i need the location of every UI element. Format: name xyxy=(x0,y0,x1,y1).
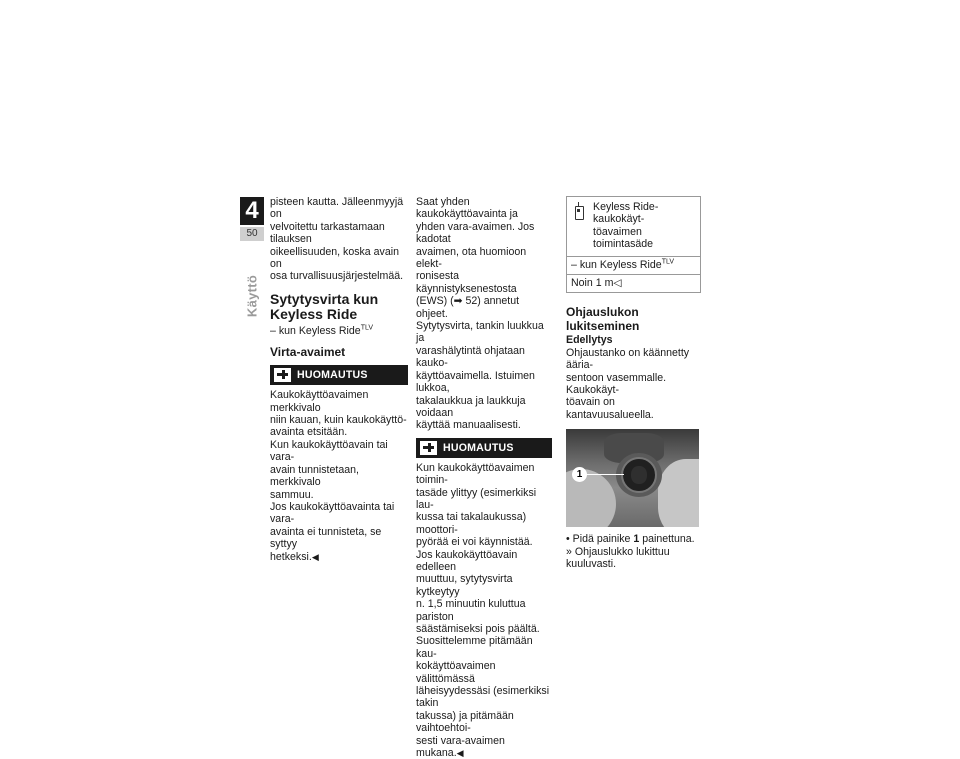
chapter-title-vertical xyxy=(238,276,266,316)
chapter-number: 4 xyxy=(240,197,264,225)
end-mark: ◀ xyxy=(456,748,464,759)
text-line: Kun kaukokäyttöavaimen toimin- xyxy=(416,461,535,487)
text-line: Suosittelemme pitämään kau- xyxy=(416,635,533,660)
text-line: osa turvallisuusjärjestelmää. xyxy=(270,270,404,283)
text-line: avainta ei tunnisteta, se syttyy xyxy=(270,525,382,551)
range-table-value: Noin 1 m◁ xyxy=(571,277,622,290)
intro-paragraph xyxy=(270,196,408,283)
ignition-button-photo xyxy=(566,429,699,527)
text-line: n. 1,5 minuutin kuluttua pariston xyxy=(416,598,526,623)
text-line: oikeellisuuden, koska avain on xyxy=(270,245,399,271)
text-line: sentoon vasemmalle. Kaukokäyt- xyxy=(566,371,667,397)
text-part: painettuna. xyxy=(639,533,695,546)
text-line: töavaimen toimintasäde xyxy=(593,225,654,251)
text-line: säästämiseksi pois päältä. xyxy=(416,623,540,635)
range-table xyxy=(566,196,701,293)
column-3 xyxy=(566,196,700,571)
text-line: kussa tai takalaukussa) moottori- xyxy=(416,511,527,536)
heading-line: Sytytysvirta kun xyxy=(270,290,379,307)
text-line: avaimen, ota huomioon elekt- xyxy=(416,245,527,271)
text-line: käyttöavaimella. Istuimen lukkoa, xyxy=(416,369,535,395)
text-line: sesti vara-avaimen mukana. xyxy=(416,734,505,759)
chapter-title: Käyttö xyxy=(244,274,260,318)
range-table-header xyxy=(567,197,700,257)
hand-pointing-icon xyxy=(274,368,291,382)
availability-sup: TLV xyxy=(360,324,374,332)
intro-paragraph xyxy=(416,196,552,432)
text-line: läheisyydessäsi (esimerkiksi takin xyxy=(416,685,550,710)
range-table-title xyxy=(587,201,696,251)
bullet: • xyxy=(566,533,570,546)
text-line: yhden vara-avaimen. Jos kadotat xyxy=(416,220,535,246)
text-line: Keyless Ride-kaukokäyt- xyxy=(593,201,659,226)
text-line: varashälytintä ohjataan kauko- xyxy=(416,344,525,370)
text-line: takalaukkua ja laukkuja voidaan xyxy=(416,394,526,419)
notice-label: HUOMAUTUS xyxy=(443,441,514,454)
text-line: sammuu. xyxy=(270,488,314,501)
section-heading: Ohjauslukon lukitseminen xyxy=(566,305,640,334)
condition-heading: Edellytys xyxy=(566,334,613,347)
text-line: Jos kaukokäyttöavainta tai vara- xyxy=(270,500,395,526)
availability-text: – kun Keyless Ride xyxy=(571,258,662,271)
text-line: niin kauan, kuin kaukokäyttö- xyxy=(270,414,407,427)
text-part: Pidä painike xyxy=(572,533,634,546)
availability-note xyxy=(270,325,408,337)
condition-text xyxy=(566,347,700,421)
hand-pointing-icon xyxy=(420,441,437,455)
text-line: takussa) ja pitämään vaihtoehtoi- xyxy=(416,709,514,735)
column-2 xyxy=(416,196,552,759)
text-line: muuttuu, sytytysvirta kytkeytyy xyxy=(416,573,513,598)
subheading: Virta-avaimet xyxy=(270,345,346,360)
notice-text xyxy=(270,389,408,563)
step-result: » Ohjauslukko lukittuu kuuluvasti. xyxy=(566,545,670,571)
notice-label: HUOMAUTUS xyxy=(297,369,368,382)
range-table-availability xyxy=(567,257,700,275)
text-line: Saat yhden kaukokäyttöavainta ja xyxy=(416,196,518,221)
text-line: velvoitettu tarkastamaan tilauksen xyxy=(270,220,385,246)
photo-callout: 1 xyxy=(572,467,587,482)
text-line: Ohjaustanko on käännetty ääria- xyxy=(566,346,690,372)
text-line: hetkeksi. xyxy=(270,550,312,563)
text-line: pisteen kautta. Jälleenmyyjä on xyxy=(270,196,404,221)
text-line: Jos kaukokäyttöavain edelleen xyxy=(416,548,518,573)
button-reference: 1 xyxy=(633,533,640,546)
text-line: ronisesta käynnistyksenestosta xyxy=(416,270,517,295)
notice-text xyxy=(416,462,552,759)
notice-banner xyxy=(270,365,408,385)
text-line: käyttää manuaalisesti. xyxy=(416,419,521,432)
text-line: avain tunnistetaan, merkkivalo xyxy=(270,463,359,489)
end-mark: ◀ xyxy=(311,551,319,562)
text-line: Kun kaukokäyttöavain tai vara- xyxy=(270,438,388,464)
section-heading xyxy=(270,292,408,323)
notice-banner xyxy=(416,438,552,458)
step-instruction xyxy=(566,533,700,545)
text-line: kokäyttöavaimen välittömässä xyxy=(416,660,496,685)
text-line: töavain on kantavuusalueella. xyxy=(566,396,654,421)
page-number: 50 xyxy=(240,227,264,241)
availability-sup: TLV xyxy=(661,258,675,266)
column-1 xyxy=(270,196,408,563)
text-line: Kaukokäyttöavaimen merkkivalo xyxy=(270,389,369,414)
heading-line: Keyless Ride xyxy=(270,306,358,323)
cross-reference-line[interactable]: (EWS) (➡ 52) annetut ohjeet. xyxy=(416,295,520,320)
text-line: Sytytysvirta, tankin luukkua ja xyxy=(416,320,544,345)
text-line: pyörää ei voi käynnistää. xyxy=(416,536,533,549)
text-line: tasäde ylittyy (esimerkiksi lau- xyxy=(416,486,537,511)
remote-key-icon xyxy=(571,201,587,225)
availability-text: – kun Keyless Ride xyxy=(270,324,361,337)
text-line: avainta etsitään. xyxy=(270,426,348,439)
